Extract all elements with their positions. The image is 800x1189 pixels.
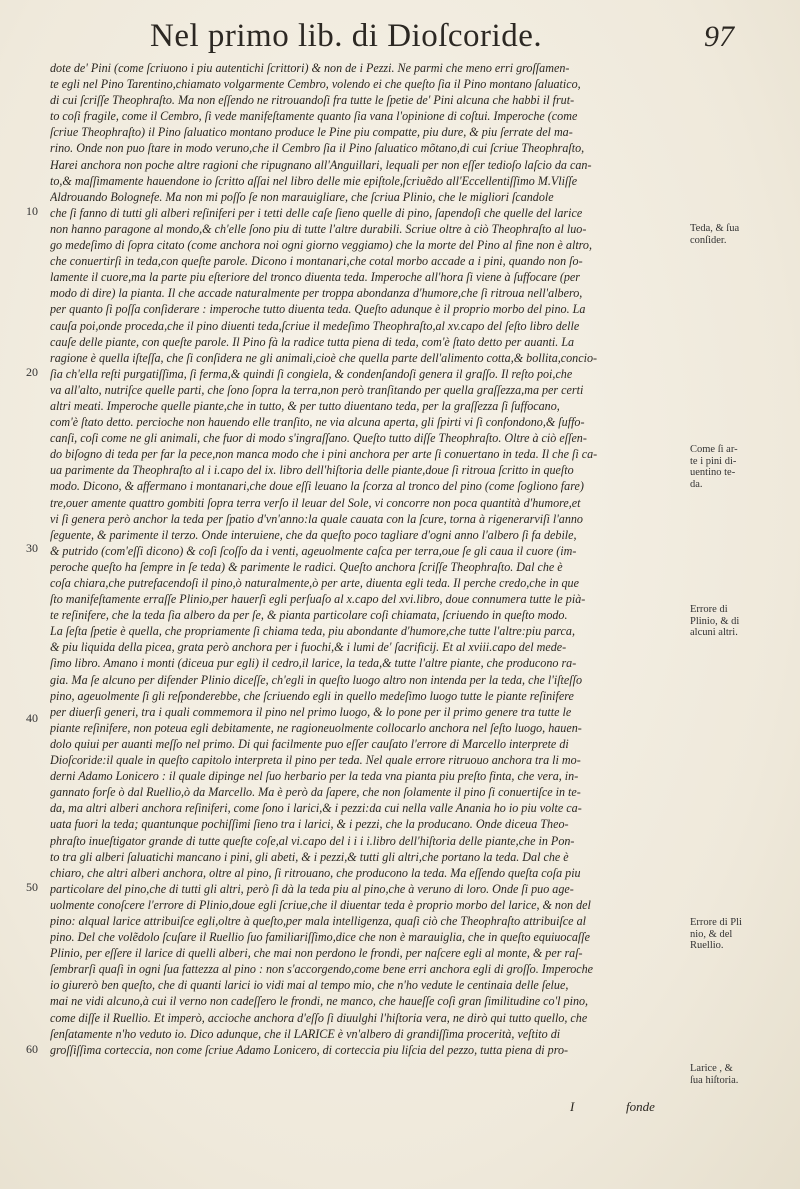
margin-note: Larice , & ſua hiſtoria. [690,1063,739,1086]
text-line: lamente il cuore,ma la parte piu eſteriore del tronco diuenta teda. Imperoche all'hora ſi viene à ſuffocare (per [50,270,580,285]
text-line: ſimo libro. Amano i monti (diceua pur egli) il cedro,il larice, la teda,& tutte l'altre piante, che producono ra- [50,656,577,671]
text-line: pino: alqual larice attribuiſce egli,oltre à queſto,per mala intelligenza, quaſi ciò che Theophraſto attribuiſce al [50,913,586,928]
margin-note: Errore di Plinio, & di alcuni altri. [690,604,740,638]
text-line: pino, ageuolmente ſi gli reſponderebbe, che ſcriuendo egli in quello medeſimo luogo tutte le piante reſinifere [50,688,574,703]
text-line: to coſi fragile, come il Cembro, ſi vede manifeſtamente quanto ſia vana l'opinione di coſtui. Imperoche (come [50,109,578,124]
text-line: ragione è quella iſteſſa, che ſi conſidera ne gli animali,cioè che quella parte dell'alimento cotta,& bollita,concio- [50,350,598,365]
line-number: 10 [26,204,38,218]
text-line: di cui ſcriſſe Theophraſto. Ma non eſſendo ne ritrouandoſi fra tutte le ſpetie de' Pini alcuna che habbi il frut- [50,93,575,108]
text-line: groſſiſſima corteccia, non come ſcriue Adamo Lonicero, di corteccia piu liſcia del pezzo, tutta piena di pro- [50,1042,569,1057]
text-line: da, ma altri alberi anchora reſiniferi, come ſono i larici,& i pezzi:da cui nella valle Anania ho io piu volte ca- [50,801,582,816]
text-line: uolmente conoſcere l'errore di Plinio,doue egli ſcriue,che il diuentar teda è proprio morbo del larice, & non del [50,897,591,912]
text-line: particolare del pino,che di tutti gli altri, però ſi dà la teda piu al pino,che à veruno di loro. Onde ſi puo age- [50,881,574,896]
margin-note: Errore di Pli nio, & del Ruellio. [690,917,742,951]
text-line: io giurerò ben queſto, che di quanti larici io vidi mai al tempo mio, che n'ho vedute le centinaia delle ſelue, [50,978,569,993]
text-line: gia. Ma ſe alcuno per difender Plinio diceſſe, ch'egli in queſto luogo altro non intenda per la teda, che l'iſteſſo [50,672,583,687]
text-line: ſto manifeſtamente erraſſe Plinio,per hauerſi egli perſuaſo al x.capo del xvi.libro, doue connumera tutte le pià- [50,592,586,607]
text-line: ſenſatamente n'ho veduto io. Dico adunque, che il LARICE è vn'albero di grandiſſima procerità, veſtito di [50,1026,561,1041]
text-line: to tra gli alberi ſaluatichi mancano i pini, gli abeti, & i pezzi,& tutti gli altri,che portano la teda. Dal che è [50,849,569,864]
text-line: to,& maſſimamente hauendone io ſcritto aſſai nel libro delle mie epiſtole,ſcriuẽdo all'Eccellentiſſimo M.Vliſſe [50,173,578,188]
text-line: & putrido (com'eſſi dicono) & coſi ſcoſſo da i venti, ageuolmente caſca per terra,oue ſe gli caua il cuore (im- [50,543,577,558]
text-line: gannato forſe ò dal Ruellio,ò da Marcello. Ma è però da ſapere, che non ſolamente il pino ſi conuertiſce in te- [50,785,581,800]
text-line: Aldrouando Bolognefe. Ma non mi poſſo ſe non marauigliare, che ſcriua Plinio, che le migliori ſcandole [50,189,554,204]
text-line: Harei anchora non poche altre ragioni che ripugnano all'Anguillari, lequali per non eſſer tedioſo laſcio da can- [50,157,592,172]
text-line: dote de' Pini (come ſcriuono i piu autentichi ſcrittori) & non de i Pezzi. Ne parmi che meno erri groſſamen- [50,61,570,75]
text-line: cauſa poi,onde proceda,che il pino diuenti teda,ſcriue il medeſimo Theophraſto,al xv.capo del ſeſto libro delle [50,318,580,333]
text-line: ſia ch'ella reſti purgatiſſima, ſi ferma,& quindi ſi congiela, & condenſandoſi genera il graſſo. Il reſto poi,che [50,366,573,381]
text-line: ua parimente da Theophraſto al i i.capo del ix. libro dell'hiſtoria delle piante,doue ſi ritroua ſcritto in queſto [50,463,574,478]
text-line: ſeguente, & parimente il terzo. Onde interuiene, che da queſto poco tagliare d'ogni anno l'albero ſi fa debile, [50,527,577,542]
body-text [50,60,685,1058]
text-line: La ſeſta ſpetie è quella, che propriamente ſi chiama teda, piu abondante d'humore,che tutte l'altre:piu parca, [50,624,575,639]
text-line: cauſe delle piante, con queſte parole. Il Pino fà la radice tutta piena di teda, com'è ſtato detto per auanti. La [50,334,575,349]
text-line: canſi, coſi come ne gli animali, che fuor di modo s'ingraſſano. Queſto tutto diſſe Theophraſto. Oltre à ciò eſſen- [50,431,587,446]
margin-note: Teda, & ſua conſider. [690,223,740,246]
text-line: altri meati. Imperoche quelle piante,che in tutto, & per tutto diuentano teda, per la graſſezza ſi ſuffocano, [50,398,560,413]
text-line: come diſſe il Ruellio. Et imperò, accioche anchora d'eſſo ſi diuulghi l'hiſtoria vera, ne dirò qui tutto quello, che [50,1010,588,1025]
text-line: com'è ſtato detto. percioche non hauendo elle tranſito, ne via alcuna aperta, gli ſpirti vi ſi confondono,& ſuffo- [50,415,585,430]
text-line: peroche queſto ha ſempre in ſe teda) & parimente le radici. Queſto anchora ſcriſſe Theophraſto. Dal che è [50,559,563,574]
text-line: rino. Onde non puo ſtare in modo veruno,che il Cembro ſia il Pino ſaluatico mõtano,di cui ſcriue Theophraſto, [50,141,585,156]
text-line: piante reſinifere, non poteua egli debitamente, ne ragioneuolmente collocarlo anchora nel ſeſto luogo, hauen- [50,720,582,735]
text-line: che conuertirſi in teda,con queſte parole. Dicono i montanari,che cotal morbo accade a i pini, quando non ſo- [50,254,583,269]
line-number: 60 [26,1042,38,1056]
text-line: non hanno paragone al mondo,& ch'elle ſono piu di tutte l'altre durabili. Scriue oltre à ciò Theophraſto al luo- [50,221,587,236]
text-line: coſa chiara,che putrefacendoſi il pino,ò naturalmente,ò per arte, diuenta egli teda. Il perche credo,che in que [50,576,579,590]
page-number: 97 [704,20,734,53]
text-line: tre,ouer amente quattro gombiti ſopra terra verſo il leuar del Sole, vi concorre non poca quantità d'humore,et [50,495,581,510]
text-line: vi ſi genera però anchor la teda per ſpatio d'vn'anno:la quale cauata con la ſcure, torna à rigenerarviſi l'anno [50,511,583,526]
margin-note: Come ſi ar- te i pini di- uentino te- da. [690,444,738,490]
text-line: va all'alto, nutriſce quelle parti, che ſono ſopra la terra,non però tranſitando per quella graſſezza,ma per certi [50,382,584,397]
signature-mark: I [570,1099,575,1114]
text-line: ſembrarſi quaſi in ogni ſua fattezza al pino : non s'accorgendo,come bene erri anchora egli di groſſo. Imperoche [50,962,594,977]
text-line: ſcriue Theophraſto) il Pino ſaluatico montano produce le Pine piu compatte, piu dure, & piu ſerrate del ma- [50,125,573,140]
text-line: per quanto ſi poſſa conſiderare : imperoche tutto diuenta teda. Queſto adunque è il proprio morbo del pino. La [50,302,586,317]
line-number: 20 [26,365,38,379]
text-line: modo di dire) la pianta. Il che accade naturalmente per troppa abondanza d'humore,che ſi ritroua nell'albero, [50,286,583,301]
running-head: Nel primo lib. di Dioſcoride. [150,18,543,54]
text-line: mai ne vidi alcuno,à cui il verno non cadeſſero le frondi, ne manco, che haueſſe coſi gran ſimilitudine co'l pino, [50,994,589,1009]
line-number: 40 [26,711,38,725]
text-line: per diuerſi generi, tra i quali commemora il pino nel primo luogo, & lo pone per il primo genere tra tutte le [50,704,572,719]
text-line: te reſinifere, che la teda ſia albero da per ſe, & pianta particolare coſi chiamata, ſcriuendo in queſto modo. [50,608,568,623]
text-line: dolo quiui per auanti meſſo nel primo. Di qui facilmente puo eſſer cauſato l'errore di Marcello interprete di [50,736,569,751]
text-line: & piu liquida della picea, grata però anchora per i fuochi,& i lumi de' ſacrificij. Et al xviii.capo del mede- [50,640,567,655]
text-line: modo. Dicono, & affermano i montanari,che doue eſſi leuano la ſcorza al tronco del pino (come ſogliono fare) [50,479,584,494]
text-line: phraſto inueſtigator grande di tutte queſte coſe,al vi.capo del i i i i.libro dell'hiſtoria delle piante,che in Pon- [50,833,575,848]
text-line: derni Adamo Lonicero : il quale dipinge nel ſuo herbario per la teda vna pianta piu preſto finta, che vera, in- [50,769,579,784]
line-number: 50 [26,880,38,894]
line-number: 30 [26,541,38,555]
text-line: go medeſimo di ſopra citato (come anchora noi ogni giorno veggiamo) che la morte del Pino al fine non è altro, [50,238,593,253]
text-line: te egli nel Pino Tarentino,chiamato volgarmente Cembro, volendo ei che queſto ſia il Pino montano ſaluatico, [50,77,581,92]
text-line: Plinio, per eſſere il larice di quelli alberi, che mai non perdono le frondi, per naſcere egli al monte, & per raſ- [50,946,583,961]
text-line: do biſogno di teda per far la pece,non manca modo che i pini anchora per arte ſi conuertano in teda. Il che ſi ca- [50,447,598,462]
text-line: che ſi fanno di tutti gli alberi reſiniferi per i tetti delle caſe ſieno quelle di pino, ſapendoſi che quelle del larice [50,205,583,220]
text-line: chiaro, che altri alberi anchora, oltre al pino, ſi ritrouano, che producono la teda. Ma eſſendo queſta coſa piu [50,865,581,880]
text-line: pino. Del che volẽdolo ſcuſare il Ruellio ſuo familiariſſimo,dice che non è marauiglia, che in queſto equiuocaſſe [50,930,590,945]
catchword: fonde [626,1099,655,1114]
text-line: Dioſcoride:il quale in queſto capitolo interpreta il pino per teda. Nel quale errore ritruouo anchora tra li mo- [50,753,581,768]
text-line: uata fuori la teda; quantunque pochiſſimi ſieno tra i larici, & i pezzi, che la producano. Onde diceua Theo- [50,817,569,832]
